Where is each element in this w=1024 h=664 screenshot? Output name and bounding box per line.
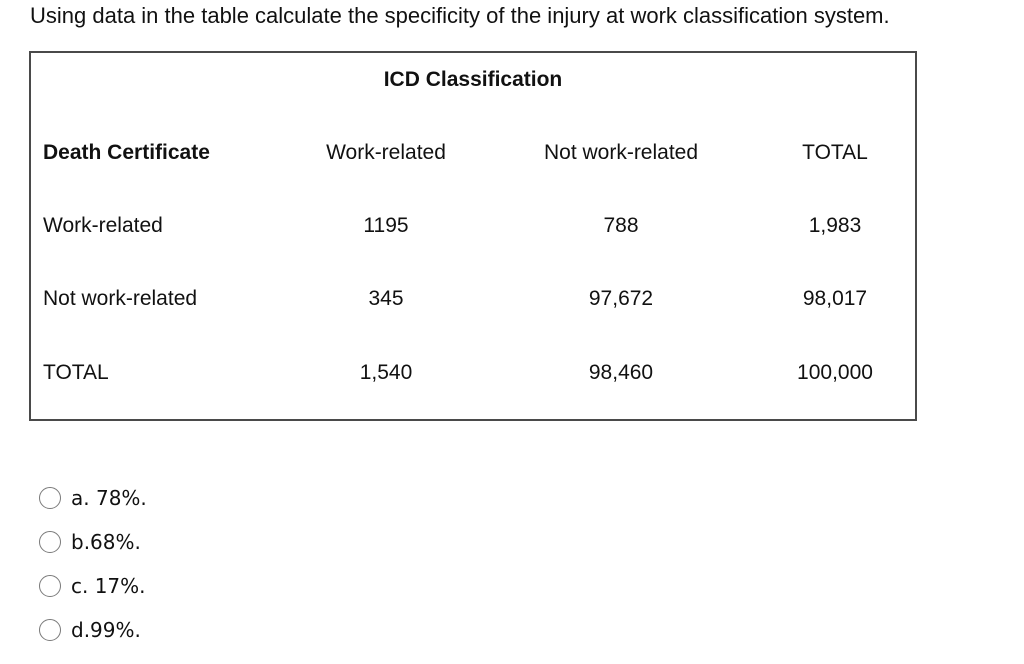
header-death-certificate: Death Certificate <box>43 141 210 164</box>
radio-button[interactable] <box>39 531 61 553</box>
table-cell: 1195 <box>363 214 409 237</box>
radio-button[interactable] <box>39 619 61 641</box>
option-a[interactable] <box>39 476 147 520</box>
header-total: TOTAL <box>802 141 868 164</box>
header-work-related: Work-related <box>326 141 446 164</box>
row-label: Not work-related <box>43 287 198 310</box>
row-label: TOTAL <box>43 361 109 384</box>
answer-options <box>39 476 147 652</box>
option-label[interactable]: a. 78%. <box>71 486 147 510</box>
option-label[interactable]: d.99%. <box>71 618 141 642</box>
option-label[interactable]: b.68%. <box>71 530 141 554</box>
option-b[interactable] <box>39 520 147 564</box>
table-cell: 1,540 <box>359 361 413 384</box>
table-row <box>31 211 915 241</box>
table-cell: 100,000 <box>797 361 873 384</box>
table-cell: 97,672 <box>588 287 654 310</box>
row-label: Work-related <box>43 214 163 237</box>
data-table <box>29 51 917 421</box>
option-d[interactable] <box>39 608 147 652</box>
table-caption: ICD Classification <box>383 68 563 91</box>
table-cell: 1,983 <box>808 214 862 237</box>
radio-button[interactable] <box>39 487 61 509</box>
table-cell: 98,460 <box>588 361 654 384</box>
table-cell: 98,017 <box>802 287 868 310</box>
question-text: Using data in the table calculate the specificity of the injury at work classification system. <box>30 3 890 28</box>
option-label[interactable]: c. 17%. <box>71 574 146 598</box>
option-c[interactable] <box>39 564 147 608</box>
header-not-work-related: Not work-related <box>543 141 699 164</box>
table-cell: 788 <box>603 214 639 237</box>
table-row <box>31 358 915 388</box>
table-header-row <box>31 138 915 168</box>
table-cell: 345 <box>368 287 404 310</box>
table-row <box>31 284 915 314</box>
radio-button[interactable] <box>39 575 61 597</box>
